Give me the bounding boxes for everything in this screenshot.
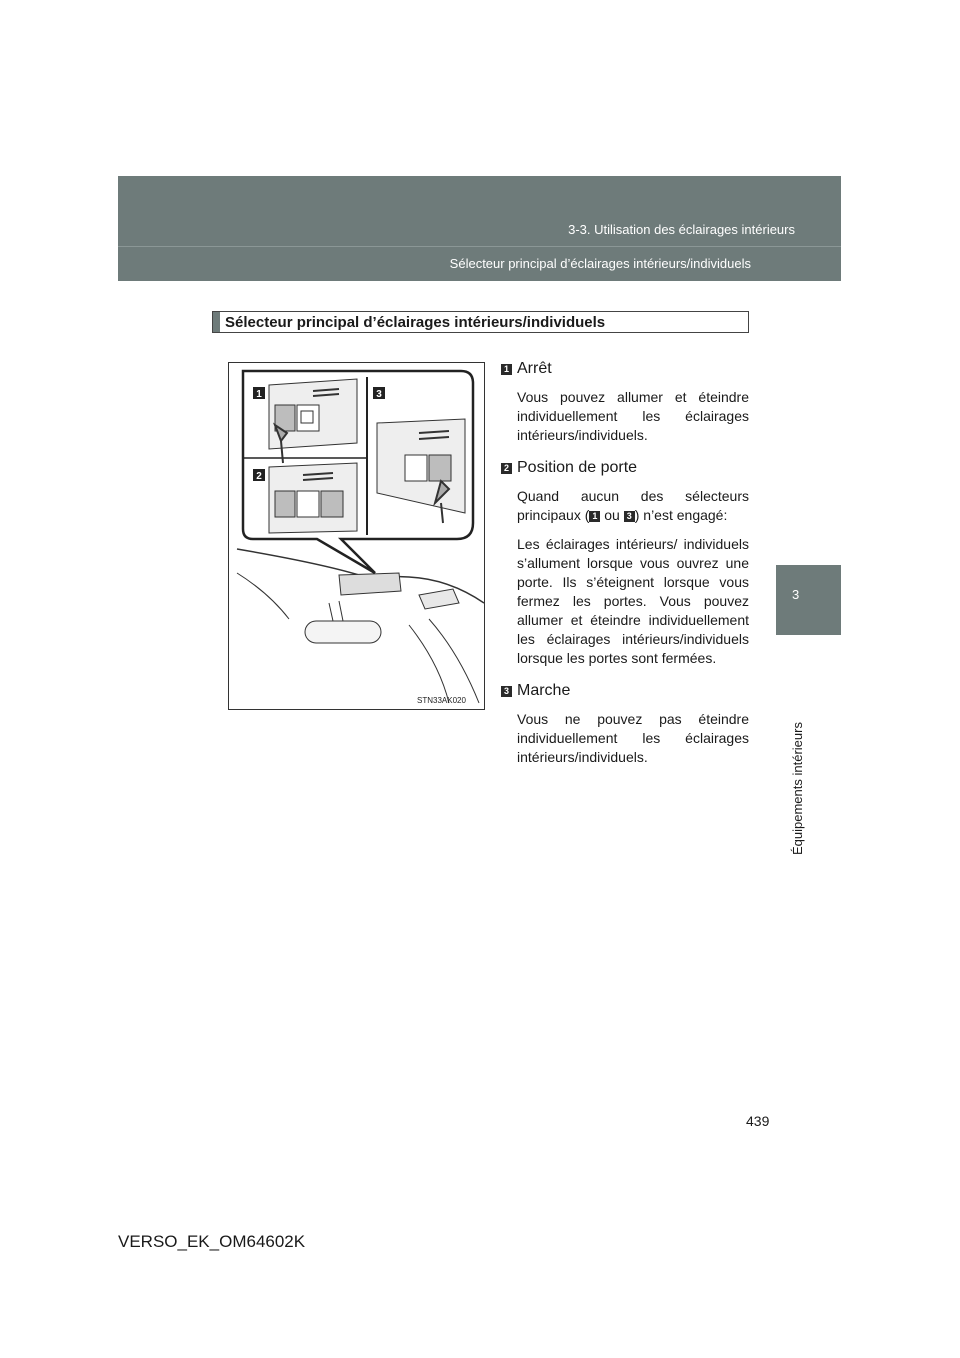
item-1 xyxy=(501,360,749,445)
item-2-text: Les éclairages intérieurs/ individuels s’allument lorsque vous ouvrez une porte. Ils s’éteignent lorsque vous fermez les portes. Vous pouvez allumer et éteindre individuellement les éclairages intérieurs/individuels lorsque les portes sont fermées. xyxy=(517,536,749,666)
switch-illustration xyxy=(229,363,484,709)
page-header xyxy=(118,176,841,281)
item-3-title: Marche xyxy=(517,682,571,699)
item-3 xyxy=(501,682,749,767)
page-number: 439 xyxy=(746,1113,770,1129)
chapter-title: Équipements intérieurs xyxy=(790,722,805,855)
item-2-intro xyxy=(517,487,749,525)
instructions xyxy=(501,360,749,767)
item-1-number: 1 xyxy=(501,364,512,375)
item-1-title: Arrêt xyxy=(517,360,552,377)
item-2-number: 2 xyxy=(501,463,512,474)
section-title-box xyxy=(212,311,749,333)
item-2 xyxy=(501,459,749,668)
item-2-title: Position de porte xyxy=(517,459,638,476)
item-3-text: Vous ne pouvez pas éteindre individuellement les éclairages intérieurs/individuels. xyxy=(517,711,749,765)
inline-number-3: 3 xyxy=(624,511,635,522)
intro-mid: ou xyxy=(600,507,624,523)
chapter-tab xyxy=(776,565,841,635)
chapter-side-label xyxy=(770,645,810,855)
callout-1: 1 xyxy=(256,389,262,400)
section-title-accent xyxy=(213,312,220,332)
header-section: 3-3. Utilisation des éclairages intérieurs xyxy=(568,222,795,237)
inline-number-1: 1 xyxy=(589,511,600,522)
item-2-heading xyxy=(501,459,749,477)
figure-code: STN33AK020 xyxy=(417,696,466,705)
callout-3: 3 xyxy=(376,389,382,400)
chapter-number: 3 xyxy=(792,587,800,602)
illustration xyxy=(228,362,485,710)
document-id: VERSO_EK_OM64602K xyxy=(118,1232,306,1251)
item-3-heading xyxy=(501,682,749,700)
intro-after: ) n’est engagé: xyxy=(634,507,728,523)
item-1-text: Vous pouvez allumer et éteindre individuellement les éclairages intérieurs/individuels. xyxy=(517,389,749,443)
header-divider xyxy=(118,246,841,247)
section-title: Sélecteur principal d’éclairages intérieurs/individuels xyxy=(225,314,606,331)
callout-2: 2 xyxy=(256,471,262,482)
item-1-heading xyxy=(501,360,749,378)
item-3-number: 3 xyxy=(501,686,512,697)
header-subsection: Sélecteur principal d’éclairages intérieurs/individuels xyxy=(449,256,751,271)
intro-before: Quand aucun des sélecteurs principaux ( xyxy=(517,488,749,523)
